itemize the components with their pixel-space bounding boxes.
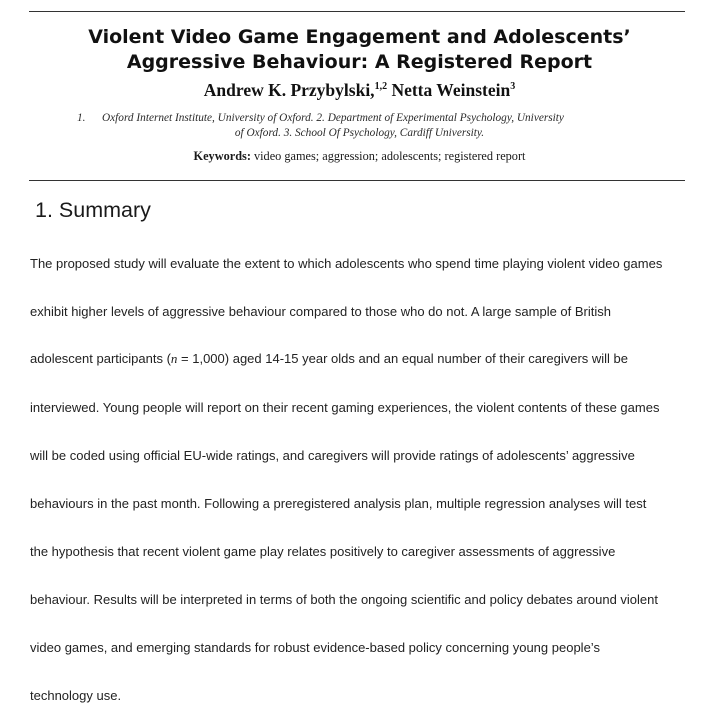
summary-line-6: behaviours in the past month. Following a preregistered analysis plan, multiple regression analyses will test [30, 496, 647, 511]
paper-title-line-1: Violent Video Game Engagement and Adolescents’ [88, 26, 631, 48]
author-affiliation-marks-2: 3 [510, 81, 516, 92]
bottom-rule [29, 180, 685, 181]
affiliation-line-2: of Oxford. 3. School Of Psychology, Cardiff University. [234, 127, 485, 139]
summary-line-4: interviewed. Young people will report on their recent gaming experiences, the violent contents of these games [30, 400, 660, 415]
top-rule [29, 11, 685, 12]
keywords-text: video games; aggression; adolescents; registered report [250, 149, 526, 163]
summary-line-9: video games, and emerging standards for robust evidence-based policy concerning young people’s [30, 640, 600, 655]
summary-line-7: the hypothesis that recent violent game play relates positively to caregiver assessments of aggressive [30, 544, 616, 559]
keywords-label: Keywords: [193, 149, 251, 163]
summary-line-1: The proposed study will evaluate the extent to which adolescents who spend time playing violent video games [30, 256, 663, 271]
summary-line-8: behaviour. Results will be interpreted in terms of both the ongoing scientific and policy debates around violent [30, 592, 658, 607]
affiliation-line-1: Oxford Internet Institute, University of Oxford. 2. Department of Experimental Psychology, University [102, 112, 564, 124]
author-name-weinstein: Netta Weinstein [387, 80, 511, 100]
paper-title-line-2: Aggressive Behaviour: A Registered Report [126, 51, 593, 73]
sample-size-symbol: n [170, 351, 178, 366]
summary-line-2: exhibit higher levels of aggressive behaviour compared to those who do not. A large sample of British [30, 304, 612, 319]
author-name-przybylski: Andrew K. Przybylski, [203, 80, 375, 100]
affiliation-number: 1. [77, 112, 86, 124]
author-affiliation-marks-1: 1,2 [374, 81, 388, 92]
author-list [0, 80, 719, 101]
summary-line-3-end: = 1,000) aged 14-15 year olds and an equal number of their caregivers will be [177, 351, 629, 366]
summary-line-10: technology use. [30, 688, 122, 703]
section-heading-summary: 1. Summary [35, 198, 151, 222]
keywords [0, 149, 719, 164]
summary-line-5: will be coded using official EU-wide ratings, and caregivers will provide ratings of adolescents’ aggressive [30, 448, 635, 463]
summary-line-3-start: adolescent participants ( [30, 351, 171, 366]
summary-line-3 [30, 351, 628, 367]
